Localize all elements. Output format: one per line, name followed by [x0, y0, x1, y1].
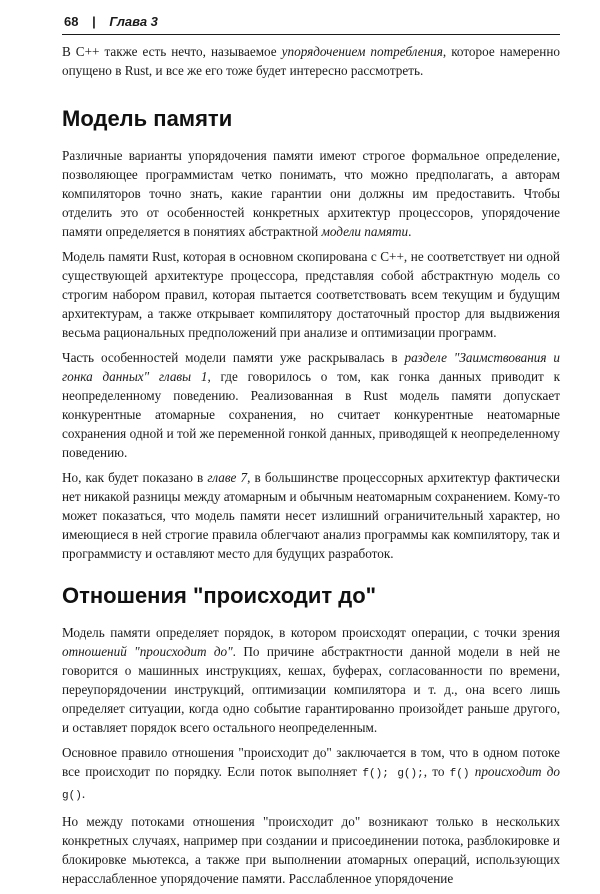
text-span: , в большинстве процессорных архитектур фактически нет никакой разницы между атомарным и обычным неатомарным сохранением. Кому-то может показаться, что модель памяти несет излишний ограничительный характер, но имеющиеся в ней строгие правила облегчают анализ программы как компилятору, так и программисту и оставляют место для будущих разработок.	[62, 470, 560, 561]
code-inline: g()	[62, 790, 82, 802]
emphasis: упорядочением потребления	[281, 44, 443, 59]
paragraph	[62, 146, 560, 241]
section-heading-happens-before: Отношения "происходит до"	[62, 583, 377, 608]
section-heading-memory-model: Модель памяти	[62, 106, 233, 131]
text-span: . По причине абстрактности данной модели в ней не говорится о машинных инструкциях, кешах, буферах, согласованности по времени, переупорядочении инструкций, оптимизации компилятора и т. д., она всего лишь определяет ситуации, когда одно событие гарантированно произойдет раньше другого, и оставляет порядок всего остального неопределенным.	[62, 644, 561, 735]
text-span: Модель памяти определяет порядок, в котором происходят операции, с точки зрения	[62, 625, 560, 640]
cross-reference: главе 7	[207, 470, 248, 485]
running-header	[64, 14, 560, 29]
paragraph	[62, 743, 560, 806]
text-span: Различные варианты упорядочения памяти имеют строгое формальное определение, позволяющее программистам четко понимать, что можно предполагать, а авторам компиляторов точно знать, какие гарантии они должны им предоставить. Чтобы отделить это от особенностей конкретных архитектур процессоров, упорядочение памяти определяется в понятиях абстрактной	[62, 148, 560, 239]
text-span: , которое намеренно опущено в Rust, и все же его тоже будет интересно рассмотреть.	[62, 44, 560, 78]
emphasis: отношений "происходит до"	[62, 644, 233, 659]
page-content	[62, 38, 560, 894]
paragraph: Но между потоками отношения "происходит до" возникают только в нескольких конкретных случаях, например при создании и присоединении потока, разблокировке и блокировке мьютекса, а также при выполнении атомарных операций, использующих нерасслабленное упорядочение памяти. Расслабленное упорядочение	[62, 814, 560, 886]
page-number: 68	[64, 14, 79, 29]
cross-reference: разделе "Заимствования и гонка данных" главы 1	[62, 350, 561, 384]
text-span: В С++ также есть нечто, называемое	[62, 44, 282, 59]
text-span: .	[81, 786, 86, 801]
header-rule	[62, 34, 560, 35]
header-separator: |	[92, 14, 96, 29]
paragraph	[62, 348, 560, 462]
text-span: Но, как будет показано в	[62, 470, 208, 485]
chapter-title: Глава 3	[109, 14, 158, 29]
paragraph	[62, 468, 560, 563]
emphasis: модели памяти	[321, 224, 409, 239]
text-span: .	[408, 224, 412, 239]
code-inline: f()	[449, 768, 470, 780]
text-span: , где говорилось о том, как гонка данных приводит к неопределенному поведению. Реализованная в Rust модель памяти допускает конкурентные атомарные сохранения, но считает конкурентные неатомарные сохранения одной и той же переменной гонкой данных, приводящей к неопределенному поведению.	[62, 369, 560, 460]
text-span: Часть особенностей модели памяти уже раскрывалась в	[62, 350, 405, 365]
paragraph	[62, 623, 560, 737]
text-span: Основное правило отношения "происходит до" заключается в том, что в одном потоке все происходит по порядку. Если поток выполняет	[62, 745, 560, 779]
intro-paragraph	[62, 42, 560, 80]
text-span: , то	[423, 764, 450, 779]
code-inline: f(); g();	[362, 768, 424, 780]
emphasis: происходит до	[474, 764, 560, 779]
paragraph: Модель памяти Rust, которая в основном скопирована с С++, не соответствует ни одной существующей архитектуре процессора, представляя собой абстрактную модель со строгим набором правил, которая пытается соответствовать всем текущим и будущим архитектурам, а также открывает компилятору достаточный простор для выдвижения весьма рациональных предположений при анализе и оптимизации программ.	[62, 249, 560, 340]
